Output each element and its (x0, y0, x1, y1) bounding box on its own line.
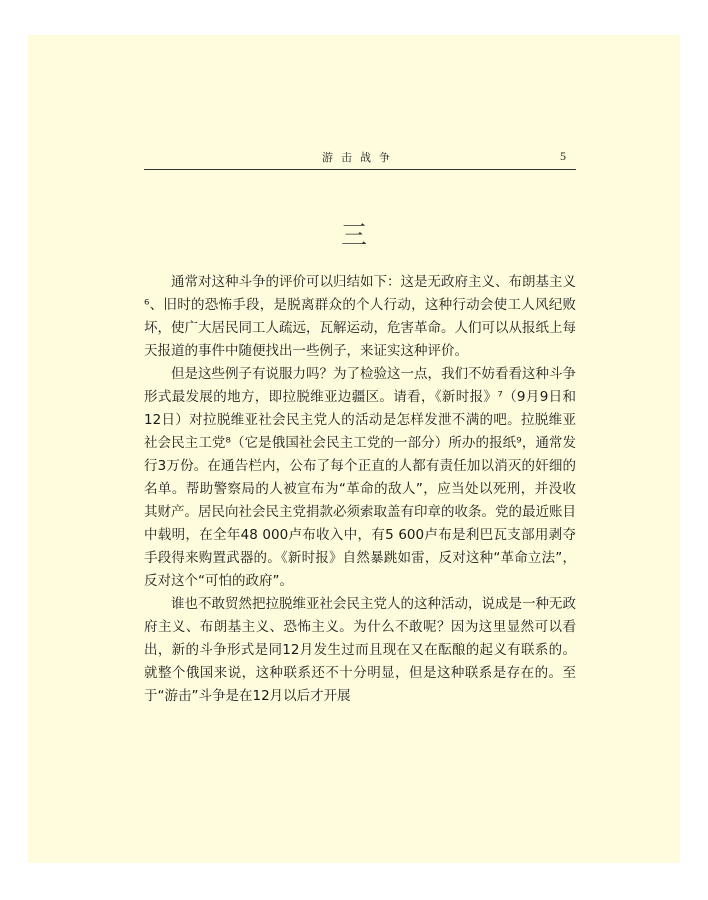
page-number: 5 (560, 149, 566, 163)
body-text (144, 271, 576, 708)
paragraph: 通常对这种斗争的评价可以归结如下：这是无政府主义、布朗基主义⁶、旧时的恐怖手段，是脱离群众的个人行动，这种行动会使工人风纪败坏，使广大居民同工人疏远，瓦解运动，危害革命。人们可以从报纸上每天报道的事件中随便找出一些例子，来证实这种评价。 (144, 274, 576, 359)
paragraph: 但是这些例子有说服力吗？为了检验这一点，我们不妨看看这种斗争形式最发展的地方，即拉脱维亚边疆区。请看，《新时报》⁷（9月9日和12日）对拉脱维亚社会民主党人的活动是怎样发泄不满的吧。拉脱维亚社会民主工党⁸（它是俄国社会民主工党的一部分）所办的报纸⁹，通常发行3万份。在通告栏内，公布了每个正直的人都有责任加以消灭的奸细的名单。帮助警察局的人被宣布为“革命的敌人”，应当处以死刑，并没收其财产。居民向社会民主党捐款必须索取盖有印章的收条。党的最近账目中载明，在全年48 000卢布收入中，有5 600卢布是利巴瓦支部用剥夺手段得来购置武器的。《新时报》自然暴跳如雷，反对这种“革命立法”，反对这个“可怕的政府”。 (144, 366, 576, 589)
running-header (144, 149, 576, 170)
paragraph: 谁也不敢贸然把拉脱维亚社会民主党人的这种活动，说成是一种无政府主义、布朗基主义、恐怖主义。为什么不敢呢？因为这里显然可以看出，新的斗争形式是同12月发生过而且现在又在酝酿的起义有联系的。就整个俄国来说，这种联系还不十分明显，但是这种联系是存在的。至于“游击”斗争是在12月以后才开展 (144, 596, 576, 704)
section-number: 三 (340, 221, 367, 251)
header-title: 游击战争 (322, 151, 398, 164)
